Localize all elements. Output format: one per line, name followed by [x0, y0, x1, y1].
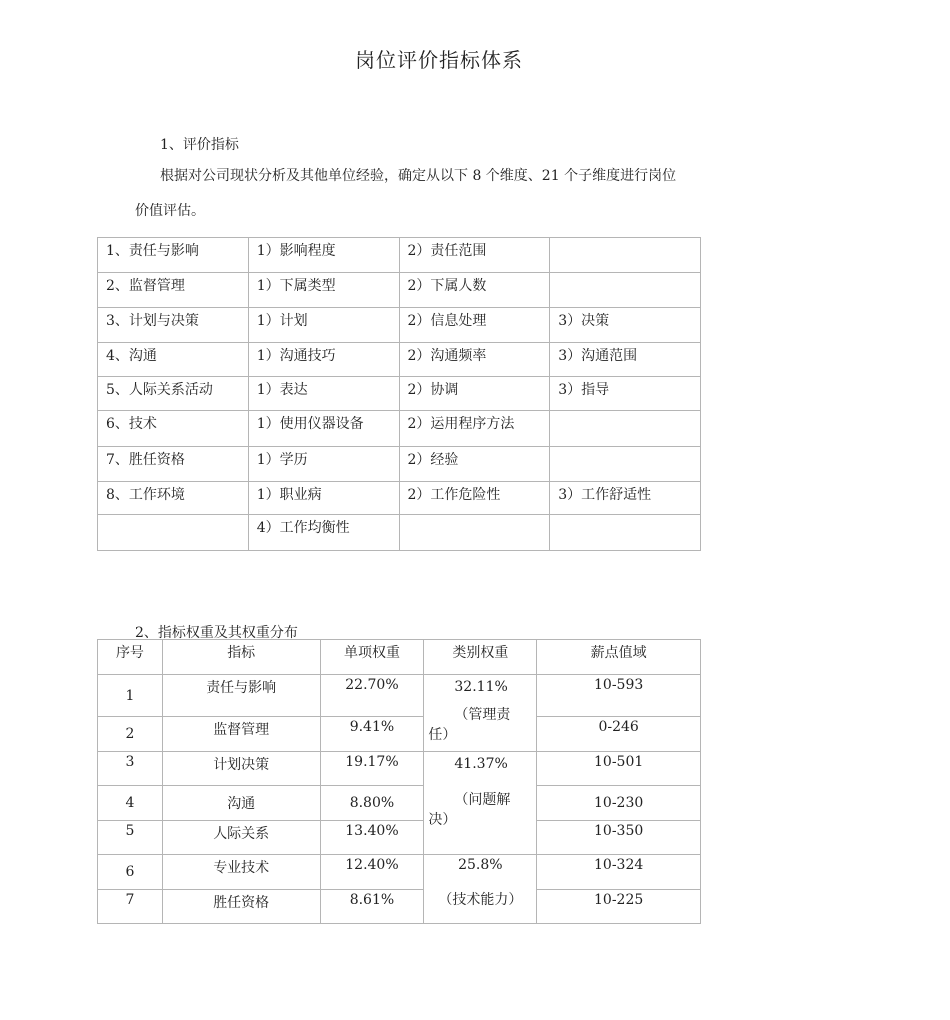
table-row: [98, 308, 701, 343]
row-item-weight: 13.40%: [320, 821, 424, 855]
category-label-line-1: （管理责: [454, 707, 511, 723]
table-row: [98, 447, 701, 482]
table-cell: 1）职业病: [248, 482, 399, 515]
table-row: [98, 482, 701, 515]
table-cell: [550, 411, 701, 447]
table-cell: 2）下属人数: [399, 273, 550, 308]
table-row: [98, 411, 701, 447]
table-row: [98, 786, 701, 821]
row-point-range: 10-230: [537, 786, 701, 821]
table-row: [98, 890, 701, 924]
row-item-weight: 8.80%: [320, 786, 424, 821]
table-cell: 1）表达: [248, 377, 399, 411]
table-cell: 2）工作危险性: [399, 482, 550, 515]
table-cell: 4）工作均衡性: [248, 515, 399, 551]
table-cell: 1、责任与影响: [98, 238, 249, 273]
row-indicator: 责任与影响: [162, 675, 320, 717]
table-cell: 7、胜任资格: [98, 447, 249, 482]
table-cell: 2）信息处理: [399, 308, 550, 343]
table-cell: 6、技术: [98, 411, 249, 447]
table-cell: 1）影响程度: [248, 238, 399, 273]
row-item-weight: 19.17%: [320, 752, 424, 786]
category-label-line-1: （问题解: [454, 792, 511, 808]
header-cell-indicator: 指标: [162, 640, 320, 675]
row-point-range: 10-501: [537, 752, 701, 786]
table-cell: 2）责任范围: [399, 238, 550, 273]
row-no: 4: [98, 786, 163, 821]
document-title: 岗位评价指标体系: [355, 48, 523, 72]
row-no: 7: [98, 890, 163, 924]
weight-table: [97, 639, 701, 924]
row-no: 1: [98, 675, 163, 717]
table-row: [98, 821, 701, 855]
section-2-heading: 2、指标权重及其权重分布: [135, 625, 298, 641]
category-weight-value: 32.11%: [454, 679, 508, 695]
category-weight-technical: [424, 855, 537, 924]
table-cell: 3）指导: [550, 377, 701, 411]
table-cell: 2）协调: [399, 377, 550, 411]
table-cell: [550, 515, 701, 551]
table-row: [98, 273, 701, 308]
indicator-table: [97, 237, 701, 551]
table-cell: 3、计划与决策: [98, 308, 249, 343]
table-cell: 2）经验: [399, 447, 550, 482]
table-row: [98, 343, 701, 377]
table-row: [98, 717, 701, 752]
header-cell-point-range: 薪点值域: [537, 640, 701, 675]
table-cell: 1）沟通技巧: [248, 343, 399, 377]
section-1-heading: 1、评价指标: [160, 137, 239, 153]
row-point-range: 10-593: [537, 675, 701, 717]
table-cell: 1）学历: [248, 447, 399, 482]
table-cell: 2、监督管理: [98, 273, 249, 308]
table-cell: 3）决策: [550, 308, 701, 343]
row-item-weight: 12.40%: [320, 855, 424, 890]
row-point-range: 0-246: [537, 717, 701, 752]
category-label-line-2: 任）: [428, 727, 457, 743]
row-indicator: 沟通: [162, 786, 320, 821]
category-weight-problem-solving: [424, 752, 537, 855]
category-weight-value: 41.37%: [454, 756, 508, 772]
row-indicator: 计划决策: [162, 752, 320, 786]
category-weight-value: 25.8%: [458, 857, 503, 873]
header-cell-category-weight: 类别权重: [424, 640, 537, 675]
table-cell: 2）运用程序方法: [399, 411, 550, 447]
category-weight-management: [424, 675, 537, 752]
header-cell-no: 序号: [98, 640, 163, 675]
row-item-weight: 8.61%: [320, 890, 424, 924]
row-no: 5: [98, 821, 163, 855]
table-cell: 3）沟通范围: [550, 343, 701, 377]
table-cell: [550, 238, 701, 273]
row-no: 6: [98, 855, 163, 890]
table-row: [98, 855, 701, 890]
table-cell: [550, 447, 701, 482]
row-point-range: 10-350: [537, 821, 701, 855]
intro-paragraph-line-1: 根据对公司现状分析及其他单位经验，确定从以下 8 个维度、21 个子维度进行岗位: [160, 168, 677, 184]
table-cell: 4、沟通: [98, 343, 249, 377]
row-point-range: 10-324: [537, 855, 701, 890]
table-cell: [98, 515, 249, 551]
intro-paragraph-line-2: 价值评估。: [135, 203, 205, 219]
row-indicator: 监督管理: [162, 717, 320, 752]
table-row: [98, 675, 701, 717]
category-label: （技术能力）: [438, 892, 523, 908]
table-row: [98, 377, 701, 411]
table-cell: 5、人际关系活动: [98, 377, 249, 411]
header-cell-item-weight: 单项权重: [320, 640, 424, 675]
table-row: [98, 752, 701, 786]
category-label-line-2: 决）: [428, 812, 457, 828]
table-cell: 1）下属类型: [248, 273, 399, 308]
table-cell: 1）计划: [248, 308, 399, 343]
row-indicator: 人际关系: [162, 821, 320, 855]
table-row: [98, 238, 701, 273]
row-no: 3: [98, 752, 163, 786]
row-point-range: 10-225: [537, 890, 701, 924]
row-indicator: 胜任资格: [162, 890, 320, 924]
table-cell: 1）使用仪器设备: [248, 411, 399, 447]
table-header-row: [98, 640, 701, 675]
row-item-weight: 9.41%: [320, 717, 424, 752]
row-no: 2: [98, 717, 163, 752]
table-cell: [399, 515, 550, 551]
row-indicator: 专业技术: [162, 855, 320, 890]
row-item-weight: 22.70%: [320, 675, 424, 717]
table-cell: 8、工作环境: [98, 482, 249, 515]
table-cell: 3）工作舒适性: [550, 482, 701, 515]
table-cell: [550, 273, 701, 308]
table-row: [98, 515, 701, 551]
table-cell: 2）沟通频率: [399, 343, 550, 377]
